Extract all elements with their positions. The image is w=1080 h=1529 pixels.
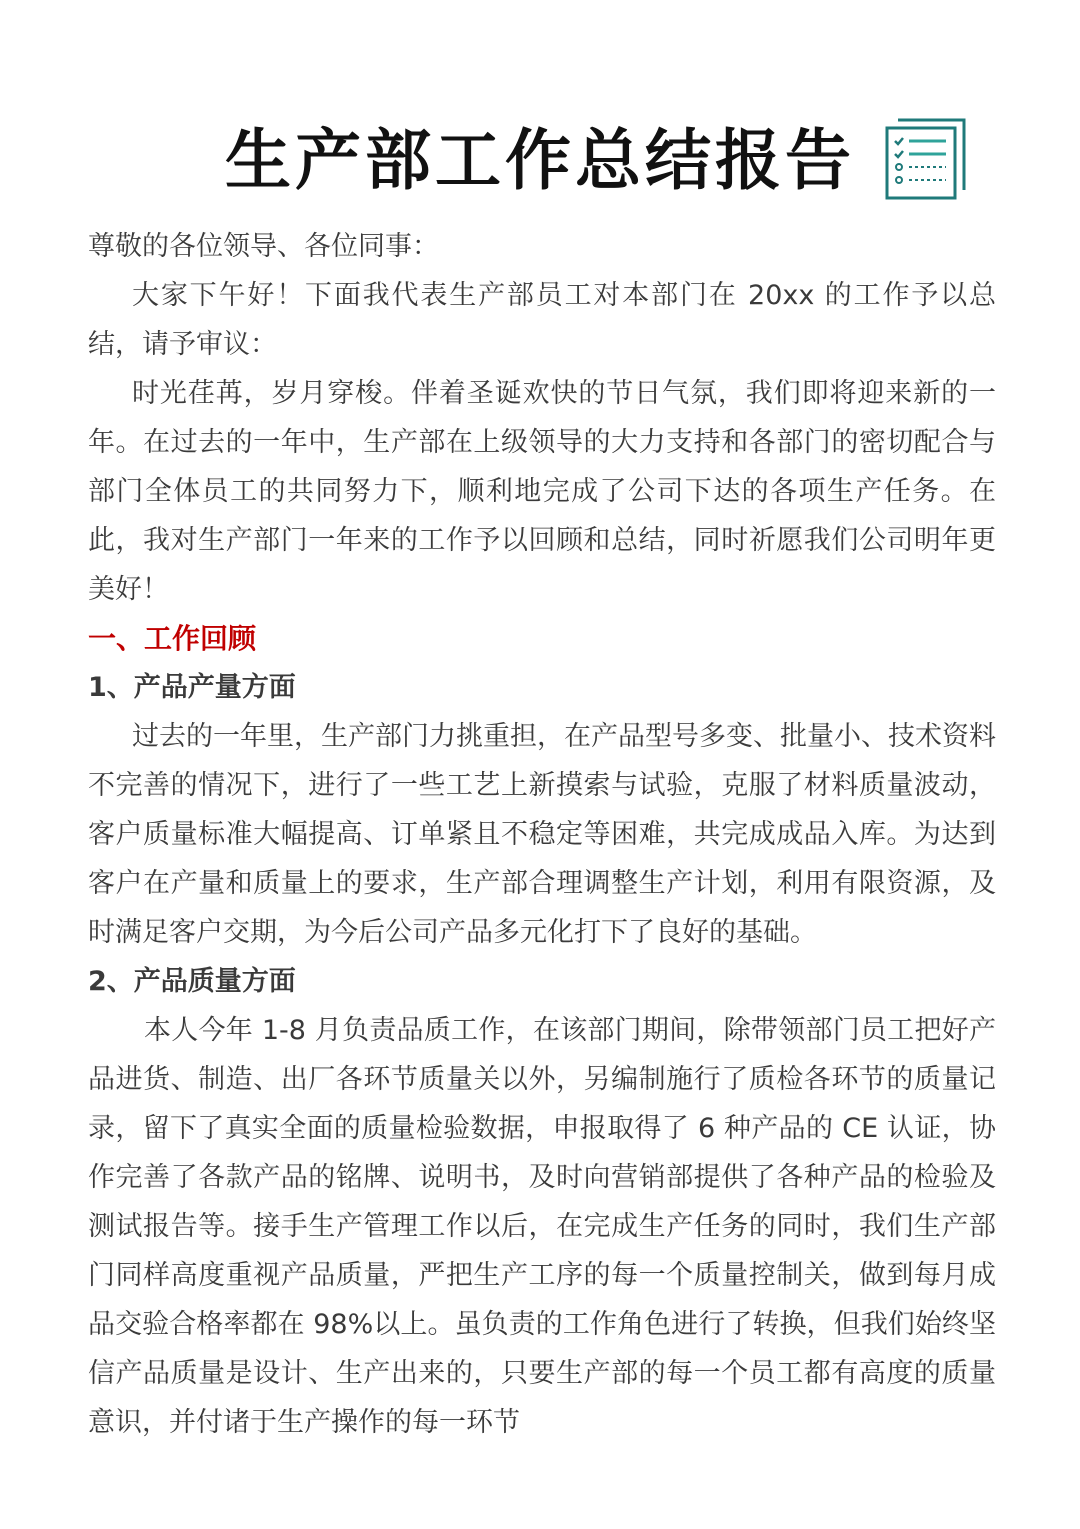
section-heading-work-review: 一、工作回顾 (88, 622, 257, 655)
salutation: 尊敬的各位领导、各位同事： (88, 231, 439, 262)
quality-paragraph: 本人今年 1-8 月负责品质工作，在该部门期间，除带领部门员工把好产品进货、制造、出厂各环节质量关以外，另编制施行了质检各环节的质量记录，留下了真实全面的质量检验数据，申报取得了 6 种产品的 CE 认证，协作完善了各款产品的铭牌、说明书，及时向营销部提供了各种产品的检验及测试报告等。接手生产管理工作以后，在完成生产任务的同时，我们生产部门同样高度重视产品质量，严把生产工序的每一个质量控制关，做到每月成品交验合格率都在 98%以上。虽负责的工作角色进行了转换，但我们始终坚信产品质量是设计、生产出来的，只要生产部的每一个员工都有高度的质量意识，并付诸于生产操作的每一环节 (88, 1015, 996, 1438)
subsection-heading-output: 1、产品产量方面 (88, 672, 296, 703)
opening-paragraph: 时光荏苒，岁月穿梭。伴着圣诞欢快的节日气氛，我们即将迎来新的一年。在过去的一年中，生产部在上级领导的大力支持和各部门的密切配合与部门全体员工的共同努力下，顺利地完成了公司下达的各项生产任务。在此，我对生产部门一年来的工作予以回顾和总结，同时祈愿我们公司明年更美好！ (88, 378, 996, 605)
subsection-heading-quality: 2、产品质量方面 (88, 966, 296, 997)
page-title: 生产部工作总结报告 (225, 122, 855, 200)
intro-paragraph: 大家下午好！下面我代表生产部员工对本部门在 20xx 的工作予以总结，请予审议： (88, 280, 996, 360)
output-paragraph: 过去的一年里，生产部门力挑重担，在产品型号多变、批量小、技术资料不完善的情况下，进行了一些工艺上新摸索与试验，克服了材料质量波动，客户质量标准大幅提高、订单紧且不稳定等困难，共完成成品入库。为达到客户在产量和质量上的要求，生产部合理调整生产计划，利用有限资源，及时满足客户交期，为今后公司产品多元化打下了良好的基础。 (88, 721, 996, 948)
document-body (88, 222, 996, 1447)
checklist-document-icon (884, 112, 968, 202)
